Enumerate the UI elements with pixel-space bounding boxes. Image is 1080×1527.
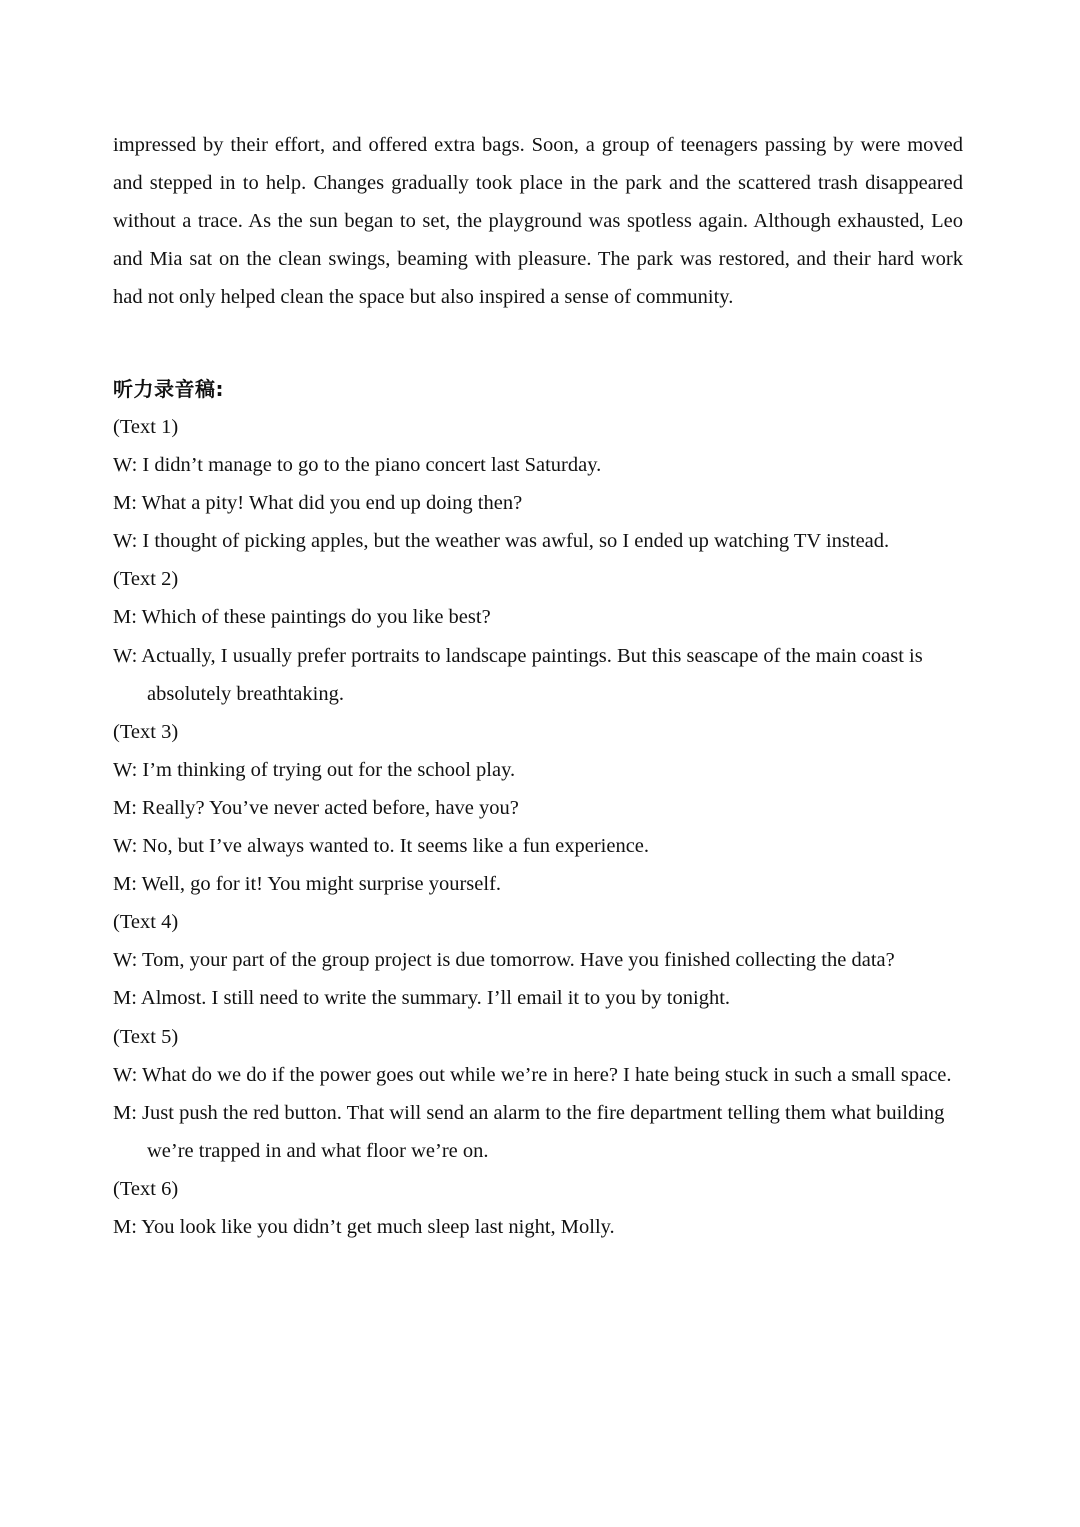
transcript-lines — [113, 408, 963, 1246]
dialogue-line: W: I thought of picking apples, but the weather was awful, so I ended up watching TV instead. — [113, 530, 890, 553]
dialogue-line: M: Really? You’ve never acted before, have you? — [113, 796, 519, 819]
story-paragraph: impressed by their effort, and offered extra bags. Soon, a group of teenagers passing by were moved and stepped in to help. Changes gradually took place in the park and the scattered trash disappeared without a trace. As the sun began to set, the playground was spotless again. Although exhausted, Leo and Mia sat on the clean swings, beaming with pleasure. The park was restored, and their hard work had not only helped clean the space but also inspired a sense of community. — [113, 134, 963, 308]
dialogue-line: M: What a pity! What did you end up doing then? — [113, 492, 523, 515]
text-label: (Text 1) — [113, 416, 179, 438]
dialogue-line: W: Tom, your part of the group project is due tomorrow. Have you finished collecting the data? — [113, 949, 895, 972]
dialogue-line: W: What do we do if the power goes out while we’re in here? I hate being stuck in such a small space. — [113, 1063, 952, 1086]
text-label: (Text 5) — [113, 1025, 179, 1048]
text-label: (Text 6) — [113, 1177, 179, 1200]
dialogue-line: M: Which of these paintings do you like best? — [113, 606, 491, 629]
document-page — [113, 126, 963, 1246]
dialogue-line: W: No, but I’ve always wanted to. It seems like a fun experience. — [113, 835, 650, 858]
text-label: (Text 4) — [113, 911, 179, 934]
dialogue-line: M: You look like you didn’t get much sleep last night, Molly. — [113, 1215, 615, 1238]
dialogue-line: M: Well, go for it! You might surprise yourself. — [113, 873, 502, 896]
dialogue-line: W: Actually, I usually prefer portraits to landscape paintings. But this seascape of the main coast is absolutely breathtaking. — [113, 644, 923, 705]
dialogue-line: W: I didn’t manage to go to the piano concert last Saturday. — [113, 454, 602, 477]
text-label: (Text 2) — [113, 568, 179, 591]
text-label: (Text 3) — [113, 720, 179, 743]
dialogue-line: M: Just push the red button. That will send an alarm to the fire department telling them what building we’re trapped in and what floor we’re on. — [113, 1101, 945, 1162]
dialogue-line: W: I’m thinking of trying out for the school play. — [113, 758, 516, 781]
transcript-title: 听力录音稿: — [113, 377, 224, 401]
dialogue-line: M: Almost. I still need to write the summary. I’ll email it to you by tonight. — [113, 987, 731, 1010]
